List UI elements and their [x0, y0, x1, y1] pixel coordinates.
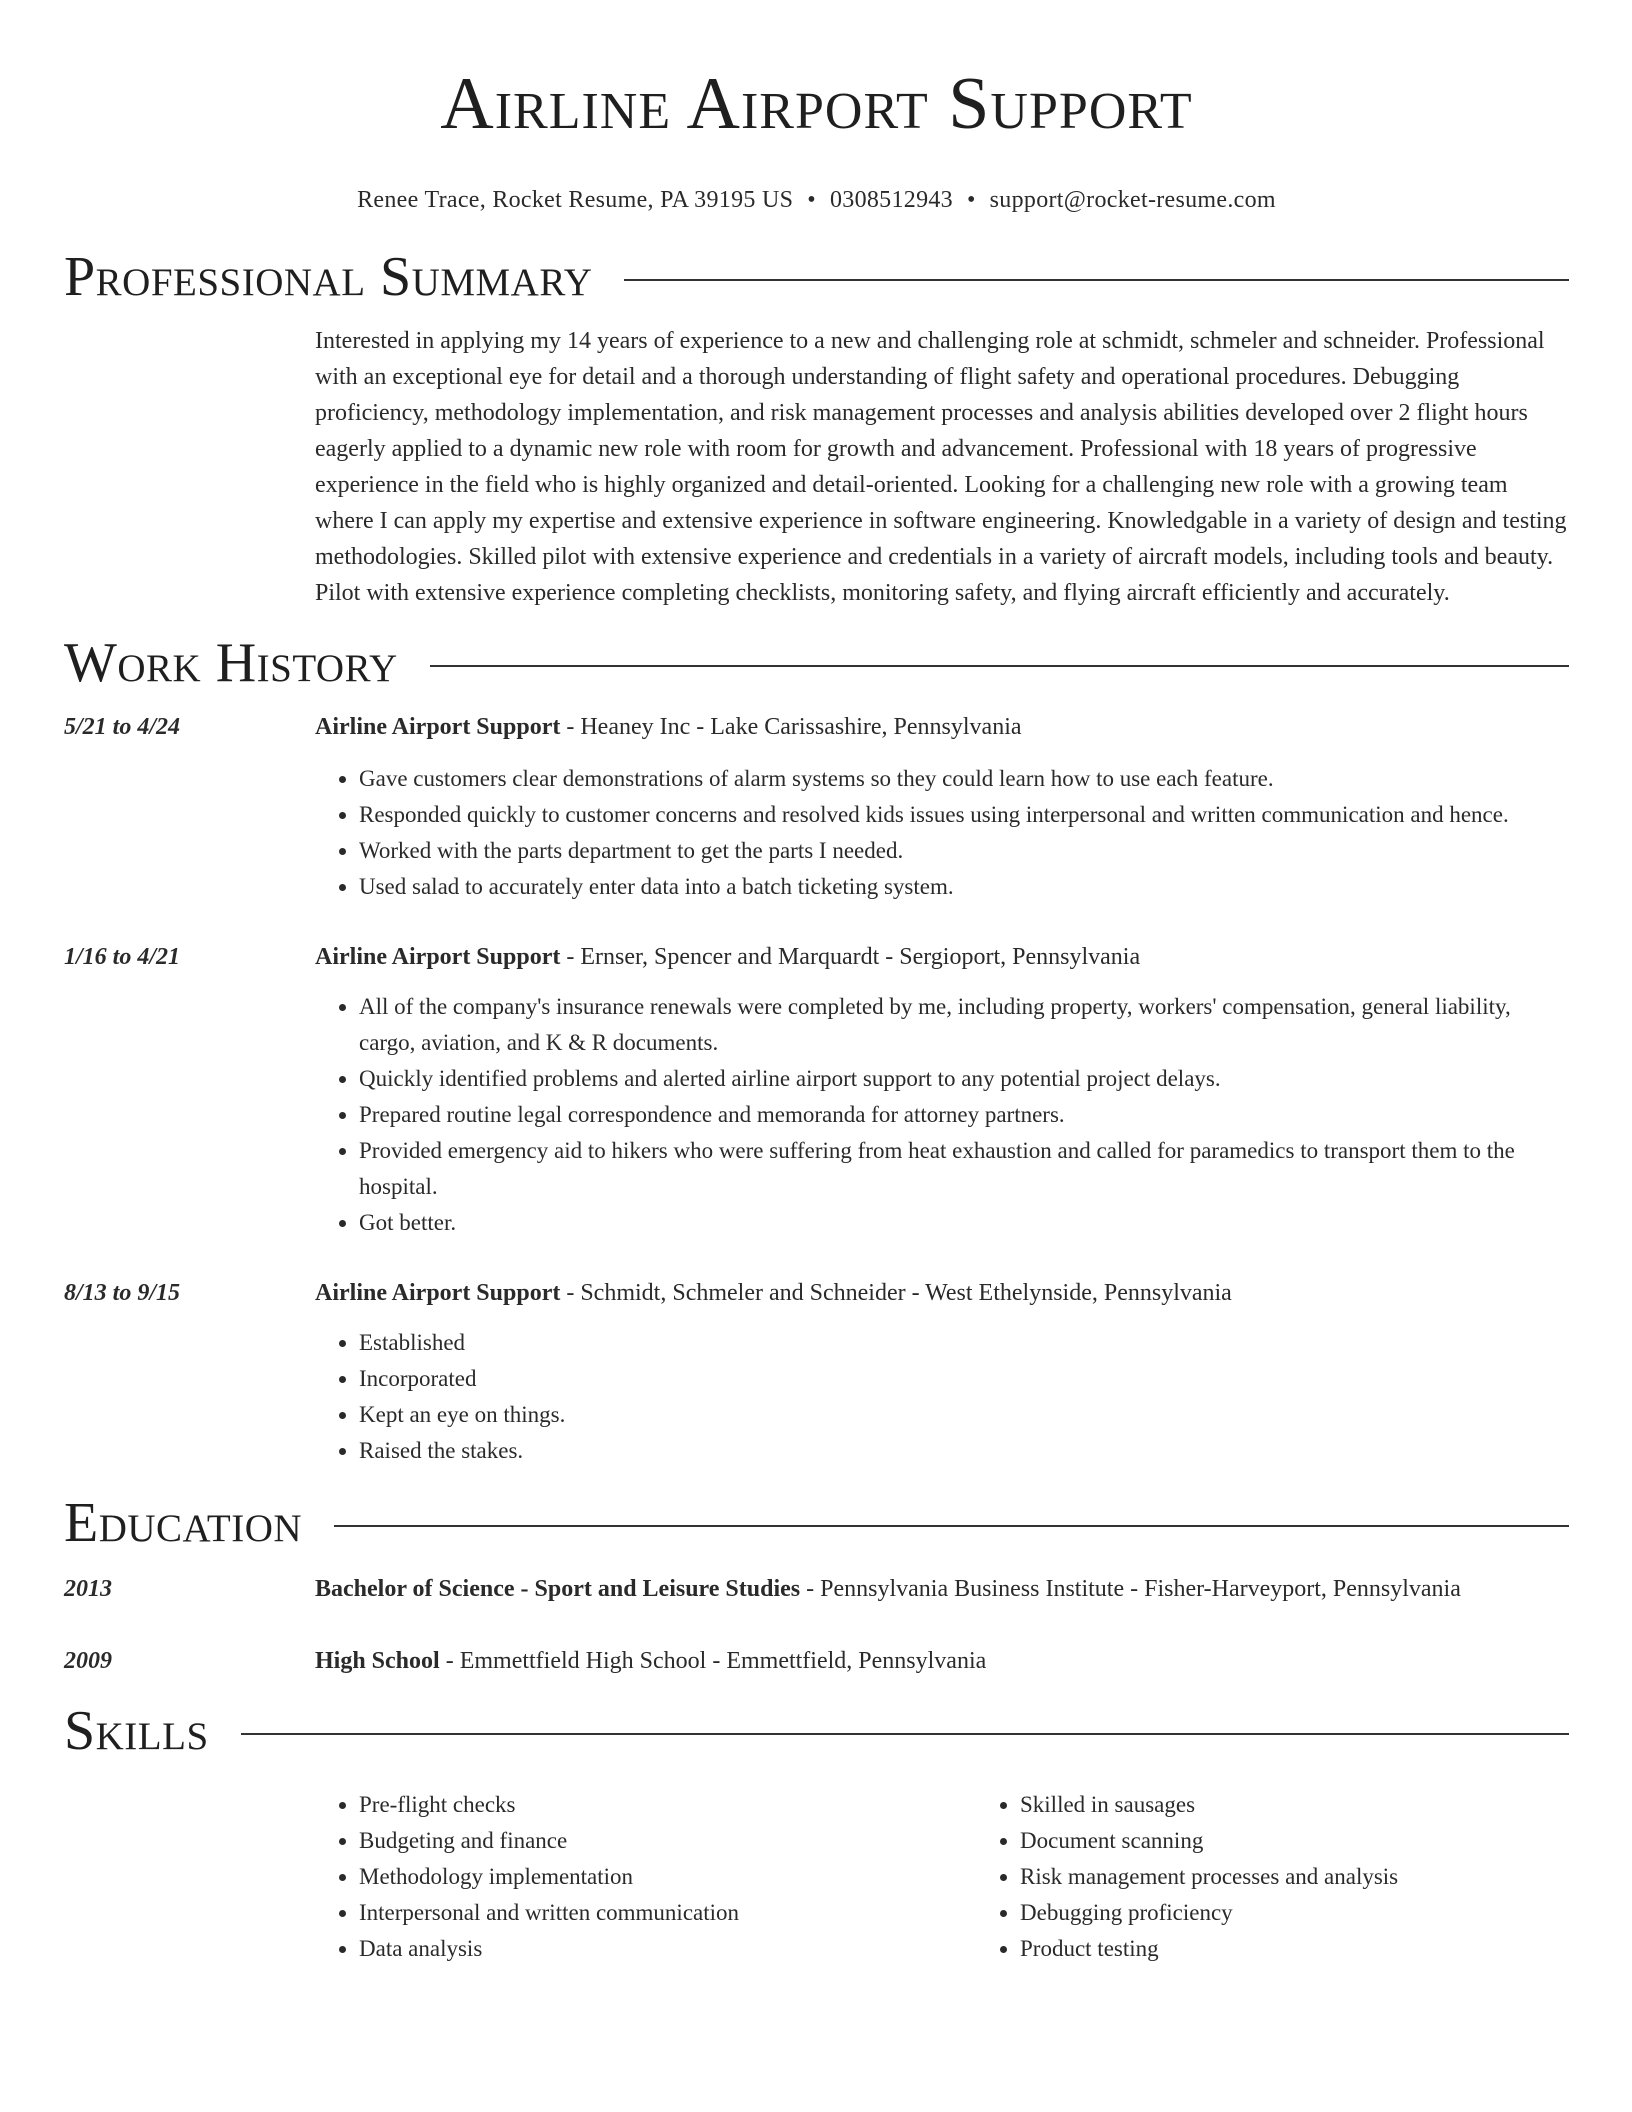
job-details: - Ernser, Spencer and Marquardt - Sergioport, Pennsylvania [560, 944, 1141, 970]
list-item: • Raised the stakes. [359, 1433, 1569, 1469]
job-heading [315, 709, 1569, 745]
skills-list [315, 1787, 1632, 1967]
skills-column-right [976, 1787, 1632, 1967]
job-heading [315, 939, 1569, 975]
education-entry [64, 1643, 1569, 1679]
skill-item: • Pre-flight checks [359, 1787, 976, 1823]
job-details: - Schmidt, Schmeler and Schneider - West Ethelynside, Pennsylvania [560, 1280, 1232, 1306]
contact-address: Renee Trace, Rocket Resume, PA 39195 US [357, 187, 794, 213]
skill-item: • Methodology implementation [359, 1859, 976, 1895]
job-entry [64, 939, 1569, 1241]
contact-phone: 0308512943 [829, 187, 953, 213]
job-entry [64, 709, 1569, 905]
skill-item: • Skilled in sausages [1020, 1787, 1632, 1823]
skill-item: • Interpersonal and written communication [359, 1895, 976, 1931]
section-title: Professional Summary [64, 246, 593, 308]
separator: • [807, 187, 816, 213]
list-item: • Prepared routine legal correspondence and memoranda for attorney partners. [359, 1097, 1569, 1133]
education-details: - Pennsylvania Business Institute - Fisher-Harveyport, Pennsylvania [800, 1576, 1461, 1602]
skill-item: • Data analysis [359, 1931, 976, 1967]
list-item: • Kept an eye on things. [359, 1397, 1569, 1433]
summary-text: Interested in applying my 14 years of experience to a new and challenging role at schmidt, schmeler and schneider. Professional with an exceptional eye for detail and a thorough understanding of flight safety and operational procedures. Debugging proficiency, methodology implementation, and risk management processes and analysis abilities developed over 2 flight hours eagerly applied to a dynamic new role with room for growth and advancement. Professional with 18 years of progressive experience in the field who is highly organized and detail-oriented. Looking for a challenging new role with a growing team where I can apply my expertise and extensive experience in software engineering. Knowledgable in a variety of design and testing methodologies. Skilled pilot with extensive experience and credentials in a variety of aircraft models, including tools and beauty. Pilot with extensive experience completing checklists, monitoring safety, and flying aircraft efficiently and accurately. [315, 328, 1567, 606]
job-dates: 5/21 to 4/24 [64, 714, 181, 740]
section-summary-header [64, 245, 1569, 309]
list-item: • Incorporated [359, 1361, 1569, 1397]
list-item: • Provided emergency aid to hikers who were suffering from heat exhaustion and called for paramedics to transport them to the hospital. [359, 1133, 1569, 1205]
education-heading [315, 1643, 1569, 1679]
job-role: Airline Airport Support [315, 714, 561, 740]
contact-line [64, 185, 1569, 215]
job-role: Airline Airport Support [315, 1280, 561, 1306]
separator: • [966, 187, 976, 213]
job-bullets [315, 1325, 1569, 1469]
list-item: • Gave customers clear demonstrations of alarm systems so they could learn how to use each feature. [359, 761, 1569, 797]
section-divider [430, 665, 1569, 667]
section-title: Work History [64, 632, 398, 694]
section-divider [241, 1733, 1569, 1735]
list-item: • Worked with the parts department to get the parts I needed. [359, 833, 1569, 869]
education-heading [315, 1571, 1569, 1607]
job-role: Airline Airport Support [315, 944, 561, 970]
resume-title: Airline Airport Support [440, 63, 1193, 145]
skill-item: • Risk management processes and analysis [1020, 1859, 1632, 1895]
list-item: • Established [359, 1325, 1569, 1361]
list-item: • Used salad to accurately enter data into a batch ticketing system. [359, 869, 1569, 905]
section-education-header [64, 1491, 1569, 1555]
section-title: Education [64, 1492, 303, 1554]
skill-item: • Budgeting and finance [359, 1823, 976, 1859]
list-item: • Got better. [359, 1205, 1569, 1241]
list-item: • Responded quickly to customer concerns and resolved kids issues using interpersonal and written communication and hence. [359, 797, 1569, 833]
education-year: 2013 [64, 1576, 112, 1602]
job-dates: 1/16 to 4/21 [64, 944, 181, 970]
section-work-header [64, 631, 1569, 695]
skills-column-left [315, 1787, 976, 1967]
skills-row [64, 1787, 1569, 1967]
education-entry [64, 1571, 1569, 1607]
job-details: - Heaney Inc - Lake Carissashire, Pennsylvania [560, 714, 1022, 740]
section-divider [334, 1525, 1569, 1527]
education-year: 2009 [64, 1648, 112, 1674]
skill-item: • Product testing [1020, 1931, 1632, 1967]
resume-page [64, 0, 1569, 1967]
section-title: Skills [64, 1700, 209, 1762]
job-dates: 8/13 to 9/15 [64, 1280, 181, 1306]
summary-row [64, 323, 1569, 611]
job-bullets [315, 761, 1569, 905]
list-item: • Quickly identified problems and alerted airline airport support to any potential project delays. [359, 1061, 1569, 1097]
job-bullets [315, 989, 1569, 1241]
education-degree: Bachelor of Science - Sport and Leisure Studies [315, 1576, 801, 1602]
section-skills-header [64, 1699, 1569, 1763]
contact-email: support@rocket-resume.com [989, 187, 1276, 213]
section-divider [624, 279, 1569, 281]
job-heading [315, 1275, 1569, 1311]
skill-item: • Document scanning [1020, 1823, 1632, 1859]
skill-item: • Debugging proficiency [1020, 1895, 1632, 1931]
list-item: • All of the company's insurance renewals were completed by me, including property, workers' compensation, general liability, cargo, aviation, and K & R documents. [359, 989, 1569, 1061]
education-degree: High School [315, 1648, 440, 1674]
job-entry [64, 1275, 1569, 1469]
education-details: - Emmettfield High School - Emmettfield, Pennsylvania [439, 1648, 987, 1674]
